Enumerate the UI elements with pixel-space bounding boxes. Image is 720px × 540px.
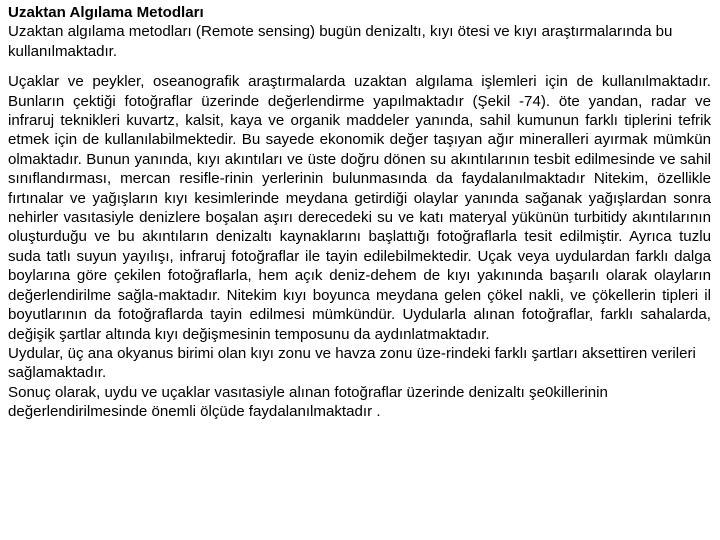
body-paragraph-2: Uydular, üç ana okyanus birimi olan kıyı zonu ve havza zonu üze-rindeki farklı şartları aksettiren verileri sağlamaktadır. <box>8 344 696 382</box>
conclusion-paragraph: Sonuç olarak, uydu ve uçaklar vasıtasiyle alınan fotoğraflar üzerinde denizaltı şe0killerinin değerlendirilmesinde önemli ölçüde faydalanılmaktadır . <box>8 383 608 421</box>
intro-paragraph: Uzaktan algılama metodları (Remote sensing) bugün denizaltı, kıyı ötesi ve kıyı araştırmalarında bu kullanılmaktadır. <box>8 23 673 60</box>
body-paragraph-1: Uçaklar ve peykler, oseanografik araştırmalarda uzaktan algılama işlemleri için de kullanılmaktadır. Bunların çektiği fotoğraflar üzerinde değerlendirme yapılmaktadır (Şekil -74). öte yandan, radar ve infraruj teknikleri kuvartz, kalsit, kaya ve organik maddeler yanında, sahil kumunun farklı tiplerini tefrik etmek için de kullanılabilmektedir. Bu sayede ekonomik değer taşıyan ağır mineralleri ayırmak mümkün olmaktadır. Bunun yanında, kıyı akıntıları ve üste doğru dönen su akıntılarının tesbit edilmesinde ve sahil sınıflandırması, mercan resifle-rinin yerlerinin bulunmasında da faydalanılmaktadır Nitekim, özellikle fırtınalar ve yağışların kıyı kesimlerinde meydana getirdiği olaylar yanında sağanak yağışlardan sonra nehirler vasıtasiyle denizlere boşalan aşırı derecedeki su ve katı materyal yükünün turbitidy akıntılarının oluşturduğu ve bu akıntıların denizaltı kaynaklarını başlattığı fotoğraflarla tesit edilmiştir. Ayrıca tuzlu suda tatlı suyun yayılışı, infraruj fotoğraflar ile tayin edilebilmektedir. Uçak veya uydulardan farklı dalga boylarına göre çekilen fotoğraflarla, hem açık deniz-dehem de kıyı yakınında başarılı olarak olayların değerlendirilme sağla-maktadır. Nitekim kıyı boyunca meydana gelen çökel nakli, ve çökellerin tipleri il boyutlarının da fotoğraflarda tayin edilmesi mümkündür. Uydularla alınan fotoğraflar, farklı sahalarda, değişik şartlar altında kıyı değişmesinin temposunu da aydınlatmaktadır. <box>8 73 711 343</box>
document-title: Uzaktan Algılama Metodları <box>8 4 204 21</box>
document-page <box>8 3 711 422</box>
